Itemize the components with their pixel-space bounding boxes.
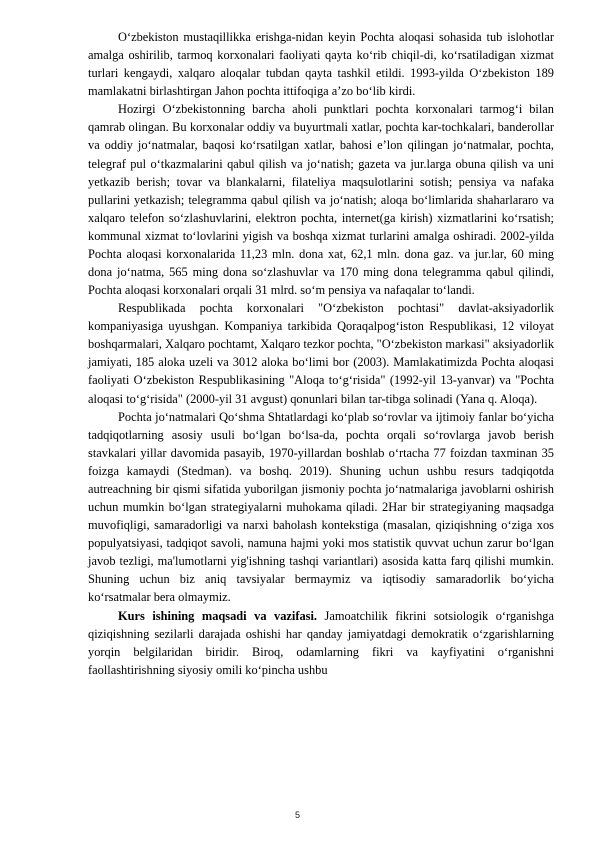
paragraph-3: [88, 299, 554, 407]
paragraph-1: [88, 28, 554, 100]
paragraph-4: [88, 408, 554, 607]
paragraph-2: [88, 100, 554, 299]
page-number: 5: [294, 810, 300, 820]
paragraph-3-text: Respublikada pochta korxonalari "O‘zbekiston pochtasi" davlat-aksiyadorlik kompaniyasiga uyushgan. Kompaniya tarkibida Qoraqalpog‘iston Respublikasi, 12 viloyat boshqarmalari, Xalqaro pochtamt, Xalqaro tezkor pochta, "O‘zbekiston markasi" aksiyadorlik jamiyati, 185 aloka uzeli va 3012 aloka bo‘limi bor (2003). Mamlakatimizda Pochta aloqasi faoliyati O‘zbekiston Respublikasining "Aloqa to‘g‘risida" (1992-yil 13-yanvar) va "Pochta aloqasi to‘g‘risida" (2000-yil 31 avgust) qonunlari bilan tar-tibga solinadi (Yana q. Aloqa).: [88, 301, 555, 406]
paragraph-5: [88, 607, 554, 679]
section-heading: Kurs ishining maqsadi va vazifasi.: [118, 608, 318, 623]
document-body: [88, 28, 554, 679]
paragraph-1-text: O‘zbekiston mustaqillikka erishga-nidan keyin Pochta aloqasi sohasida tub islohotlar amalga oshirilib, tarmoq korxonalari faoliyati qayta ko‘rib chiqil-di, ko‘rsatiladigan xizmat turlari kengaydi, xalqaro aloqalar tubdan qayta tashkil etildi. 1993-yilda O‘zbekiston 189 mamlakatni birlashtirgan Jahon pochta ittifoqiga a’zo bo‘lib kirdi.: [88, 30, 554, 99]
paragraph-2-text: Hozirgi O‘zbekistonning barcha aholi punktlari pochta korxonalari tarmog‘i bilan qamrab olingan. Bu korxonalar oddiy va buyurtmali xatlar, pochta kar-tochkalari, banderollar va oddiy jo‘natmalar, baqosi ko‘rsatilgan xatlar, bahosi e’lon qilingan jo‘natmalar, pochta, telegraf pul o‘tkazmalarini qabul qilish va jo‘natish; gazeta va jur.larga obuna qilish va uni yetkazib berish; tovar va blankalarni, filateliya maqsulotlarini sotish; pensiya va nafaka pullarini yetkazish; telegramma qabul qilish va jo‘natish; aloqa bo‘limlarida shaharlararo va xalqaro telefon so‘zlashuvlarini, elektron pochta, internet(ga kirish) xizmatlarini ko‘rsatish; kommunal xizmat to‘lovlarini yigish va boshqa xizmat turlarini amalga oshiradi. 2002-yilda Pochta aloqasi korxonalarida 11,23 mln. dona xat, 62,1 mln. dona gaz. va jur.lar, 60 ming dona jo‘natma, 565 ming dona so‘zlashuvlar va 170 ming dona telegramma qabul qilindi, Pochta aloqasi korxonalari orqali 31 mlrd. so‘m pensiya va nafaqalar to‘landi.: [88, 102, 554, 298]
paragraph-5-text: Jamoatchilik fikrini sotsiologik o‘rganishga qiziqishning sezilarli darajada oshishi har qanday jamiyatdagi demokratik o‘zgarishlarning yorqin belgilaridan biridir. Biroq, odamlarning fikri va kayfiyatini o‘rganishni faollashtirishning siyosiy omili ko‘pincha ushbu: [88, 608, 554, 677]
paragraph-4-text: Pochta jo‘natmalari Qo‘shma Shtatlardagi ko‘plab so‘rovlar va ijtimoiy fanlar bo‘yicha tadqiqotlarning asosiy usuli bo‘lgan bo‘lsa-da, pochta orqali so‘rovlarga javob berish stavkalari yillar davomida pasayib, 1970-yillardan boshlab o‘rtacha 77 foizdan taxminan 35 foizga kamaydi (Stedman). va boshq. 2019). Shuning uchun ushbu resurs tadqiqotda autreachning bir qismi sifatida yuborilgan jismoniy pochta jo‘natmalariga javoblarni oshirish uchun mumkin bo‘lgan strategiyalarni muhokama qiladi. 2Har bir strategiyaning maqsadga muvofiqligi, samaradorligi va narxi baholash kontekstiga (masalan, qiziqishning o‘ziga xos populyatsiyasi, tadqiqot savoli, namuna hajmi yoki mos statistik quvvat uchun zarur bo‘lgan javob tezligi, ma'lumotlarni yig'ishning tashqi variantlari) asosida katta farq qilishi mumkin. Shuning uchun biz aniq tavsiyalar bermaymiz va iqtisodiy samaradorlik bo‘yicha ko‘rsatmalar bera olmaymiz.: [88, 409, 554, 605]
